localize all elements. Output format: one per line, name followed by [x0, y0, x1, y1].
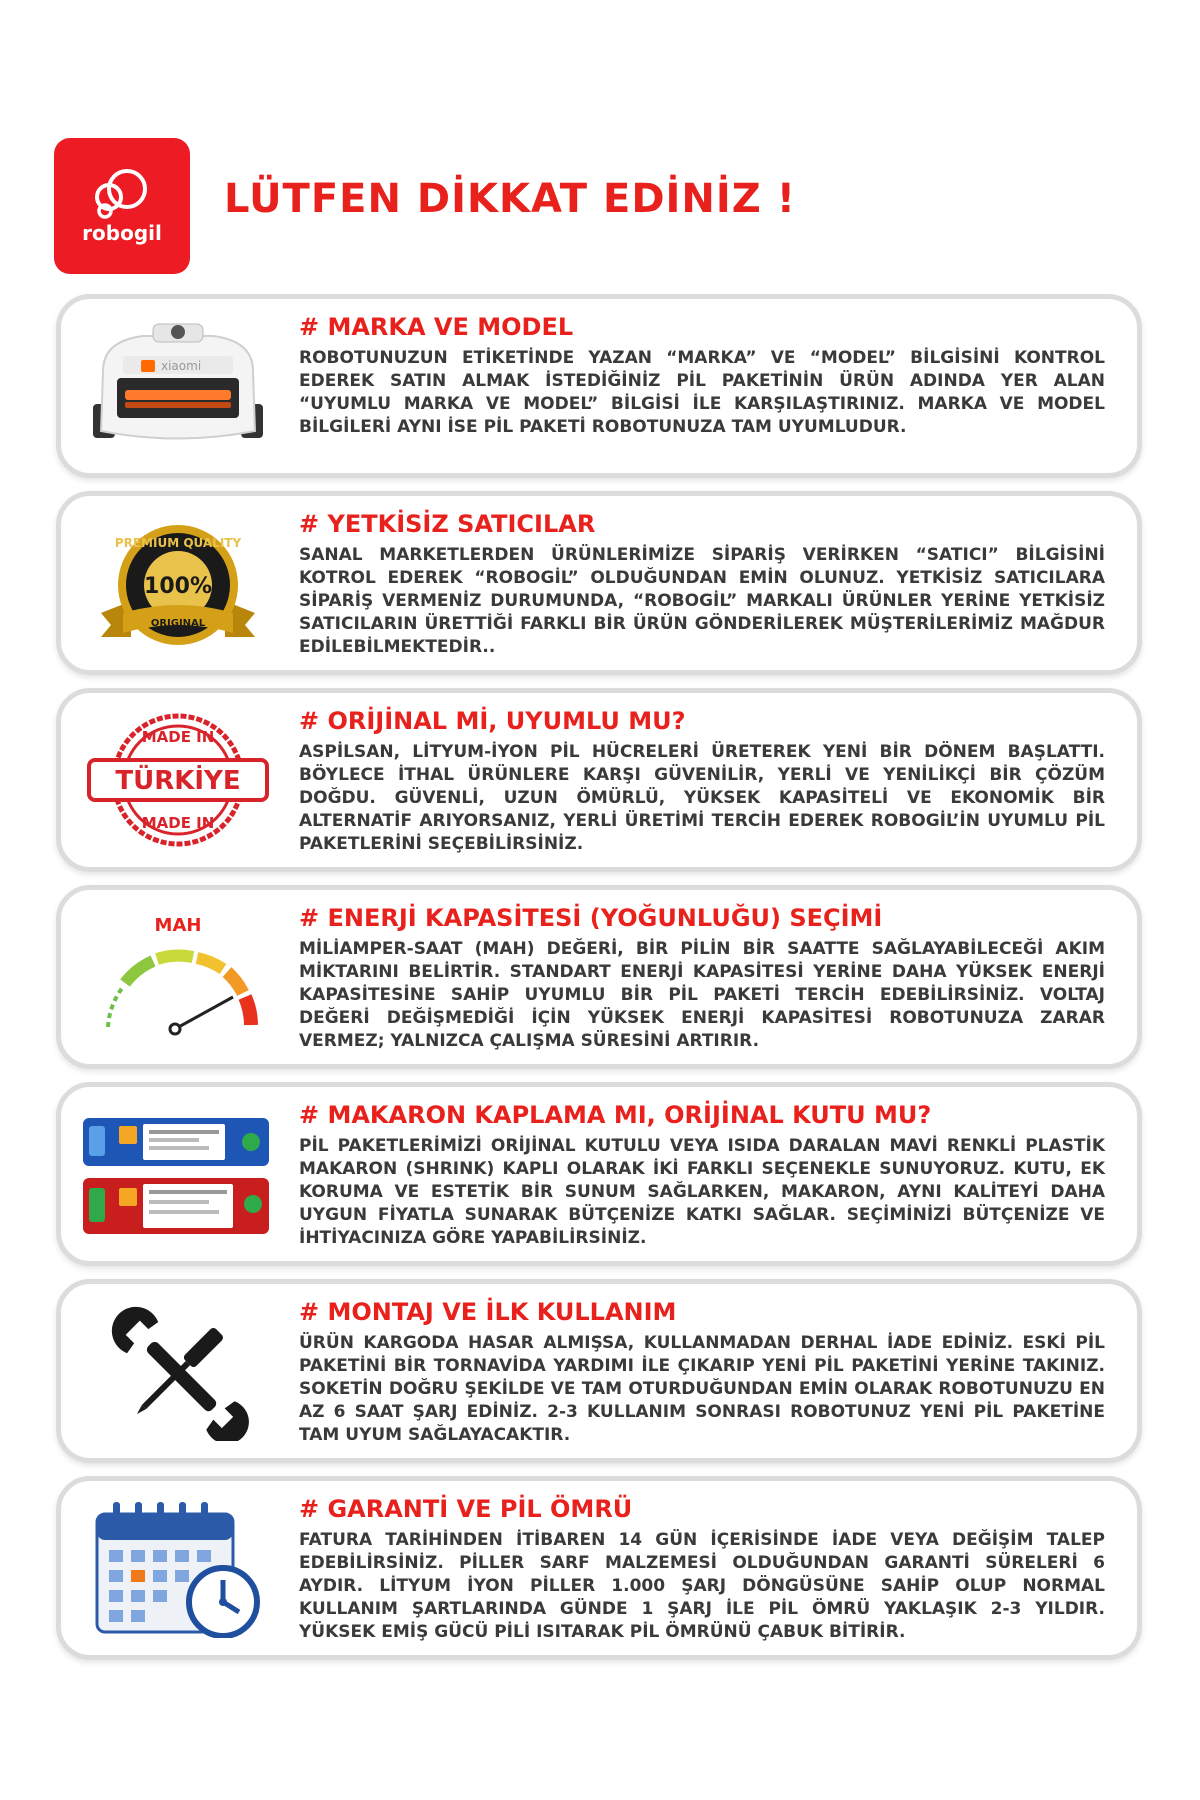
badge-bottom-text: ORIGINAL: [150, 618, 206, 629]
badge-percent-text: 100%: [144, 574, 212, 599]
card-title: # ORİJİNAL Mİ, UYUMLU MU?: [299, 707, 686, 735]
info-card-installation: [56, 1279, 1142, 1463]
premium-quality-badge-icon: [83, 508, 273, 658]
robot-brand-text: xiaomi: [161, 359, 202, 373]
page-title: LÜTFEN DİKKAT EDİNİZ !: [224, 176, 796, 222]
stamp-center-text: TÜRKİYE: [115, 766, 241, 796]
info-card-shrink-or-box: [56, 1082, 1142, 1266]
info-card-unauthorized-sellers: [56, 491, 1142, 675]
card-body: ASPİLSAN, LİTYUM-İYON PİL HÜCRELERİ ÜRETEREK YENİ BİR DÖNEM BAŞLATTI. BÖYLECE İTHAL ÜRÜNLERE KARŞI GÜVENİLİR, YERLİ VE YENİLİKÇİ BİR ÇÖZÜM DOĞDU. GÜVENLİ, UZUN ÖMÜRLÜ, YÜKSEK KAPASİTELİ VE EKONOMİK BİR ALTERNATİF ARIYORSANIZ, YERLİ ÜRETİMİ TERCİH EDEREK ROBOGİL’İN UYUMLU PİL PAKETLERİNİ SEÇEBİLİRSİNİZ.: [299, 742, 1105, 854]
robogil-logo: [54, 138, 190, 274]
robogil-logo-icon: [87, 167, 157, 219]
badge-top-text: PREMIUM QUALITY: [114, 536, 242, 550]
robot-vacuum-icon: [83, 311, 273, 461]
card-title: # MAKARON KAPLAMA MI, ORİJİNAL KUTU MU?: [299, 1101, 932, 1129]
info-card-original-compatible: [56, 688, 1142, 872]
card-title: # MARKA VE MODEL: [299, 313, 574, 341]
stamp-bottom-text: MADE IN: [141, 814, 215, 832]
card-title: # MONTAJ VE İLK KULLANIM: [299, 1298, 677, 1326]
gauge-meter-icon: [83, 902, 273, 1052]
battery-pack-icon: [83, 1099, 273, 1249]
card-title: # YETKİSİZ SATICILAR: [299, 510, 596, 538]
logo-text: robogil: [82, 221, 162, 245]
info-card-list: [56, 294, 1142, 1673]
stamp-top-text: MADE IN: [141, 728, 215, 746]
card-body: FATURA TARİHİNDEN İTİBAREN 14 GÜN İÇERİSİNDE İADE VEYA DEĞİŞİM TALEP EDEBİLİRSİNİZ. PİLLER SARF MALZEMESİ OLDUĞUNDAN GARANTİ SÜRELERİ 6 AYDIR. LİTYUM İYON PİLLER 1.000 ŞARJ DÖNGÜSÜNE SAHİP OLUP NORMAL KULLANIM ŞARTLARINDA GÜNDE 1 ŞARJ İLE PİL ÖMRÜ YAKLAŞIK 2-3 YILDIR. YÜKSEK EMİŞ GÜCÜ PİLİ ISITARAK PİL ÖMRÜNÜ ÇABUK BİTİRİR.: [299, 1530, 1105, 1642]
card-title: # ENERJİ KAPASİTESİ (YOĞUNLUĞU) SEÇİMİ: [299, 904, 883, 932]
info-card-brand-model: [56, 294, 1142, 478]
card-body: SANAL MARKETLERDEN ÜRÜNLERİMİZE SİPARİŞ VERİRKEN “SATICI” BİLGİSİNİ KOTROL EDEREK “ROBOGİL” OLDUĞUNDAN EMİN OLUNUZ. YETKİSİZ SATICILARA SİPARİŞ VERMENİZ DURUMUNDA, “ROBOGİL” MARKALI ÜRÜNLER YERİNE YETKİSİZ SATICILARIN ÜRETTİĞİ FARKLI BİR ÜRÜN GÖNDERİLEREK MÜŞTERİLERİMİZ MAĞDUR EDİLEBİLMEKTEDİR..: [299, 545, 1105, 657]
info-card-energy-capacity: [56, 885, 1142, 1069]
wrench-screwdriver-icon: [83, 1296, 273, 1446]
card-body: PİL PAKETLERİMİZİ ORİJİNAL KUTULU VEYA ISIDA DARALAN MAVİ RENKLİ PLASTİK MAKARON (SHRINK) KAPLI OLARAK İKİ FARKLI SEÇENEKLE SUNUYORUZ. KUTU, EK KORUMA VE ESTETİK BİR SUNUM SAĞLARKEN, MAKARON, AYNI KALİTEYİ DAHA UYGUN FİYATLA SUNARAK BÜTÇENİZE KATKI SAĞLAR. SEÇİMİNİZİ BÜTÇENİZE VE İHTİYACINIZA GÖRE YAPABİLİRSİNİZ.: [299, 1136, 1105, 1248]
info-card-warranty: [56, 1476, 1142, 1660]
card-body: MİLİAMPER-SAAT (MAH) DEĞERİ, BİR PİLİN BİR SAATTE SAĞLAYABİLECEĞİ AKIM MİKTARINI BELİRTİR. STANDART ENERJİ KAPASİTESİ YERİNE DAHA YÜKSEK ENERJİ KAPASİTESİNE SAHİP UYUMLU BİR PİL PAKETİ TERCİH EDEBİLİRSİNİZ. VOLTAJ DEĞERİ DEĞİŞMEDİĞİ İÇİN YÜKSEK ENERJİ KAPASİTESİ ROBOTUNUZA ZARAR VERMEZ; YALNIZCA ÇALIŞMA SÜRESİNİ ARTIRIR.: [299, 939, 1105, 1051]
gauge-label: MAH: [154, 915, 202, 936]
calendar-clock-icon: [83, 1493, 273, 1643]
card-body: ROBOTUNUZUN ETİKETİNDE YAZAN “MARKA” VE “MODEL” BİLGİSİNİ KONTROL EDEREK SATIN ALMAK İSTEDİĞİNİZ PİL PAKETİNİN ÜRÜN ADINDA YER ALAN “UYUMLU MARKA VE MODEL” BİLGİSİ İLE KARŞILAŞTIRINIZ. MARKA VE MODEL BİLGİLERİ AYNI İSE PİL PAKETİ ROBOTUNUZA TAM UYUMLUDUR.: [299, 348, 1105, 437]
card-title: # GARANTİ VE PİL ÖMRÜ: [299, 1495, 633, 1523]
made-in-turkiye-stamp-icon: [83, 705, 273, 855]
card-body: ÜRÜN KARGODA HASAR ALMIŞSA, KULLANMADAN DERHAL İADE EDİNİZ. ESKİ PİL PAKETİNİ BİR TORNAVİDA YARDIMI İLE ÇIKARIP YENİ PİL PAKETİNİ YERİNE TAKINIZ. SOKETİN DOĞRU ŞEKİLDE VE TAM OTURDUĞUNDAN EMİN OLARAK ROBOTUNUZU EN AZ 6 SAAT ŞARJ EDİNİZ. 2-3 KULLANIM SONRASI ROBOTUNUZ YENİ PİL PAKETİNE TAM UYUM SAĞLAYACAKTIR.: [299, 1333, 1105, 1445]
